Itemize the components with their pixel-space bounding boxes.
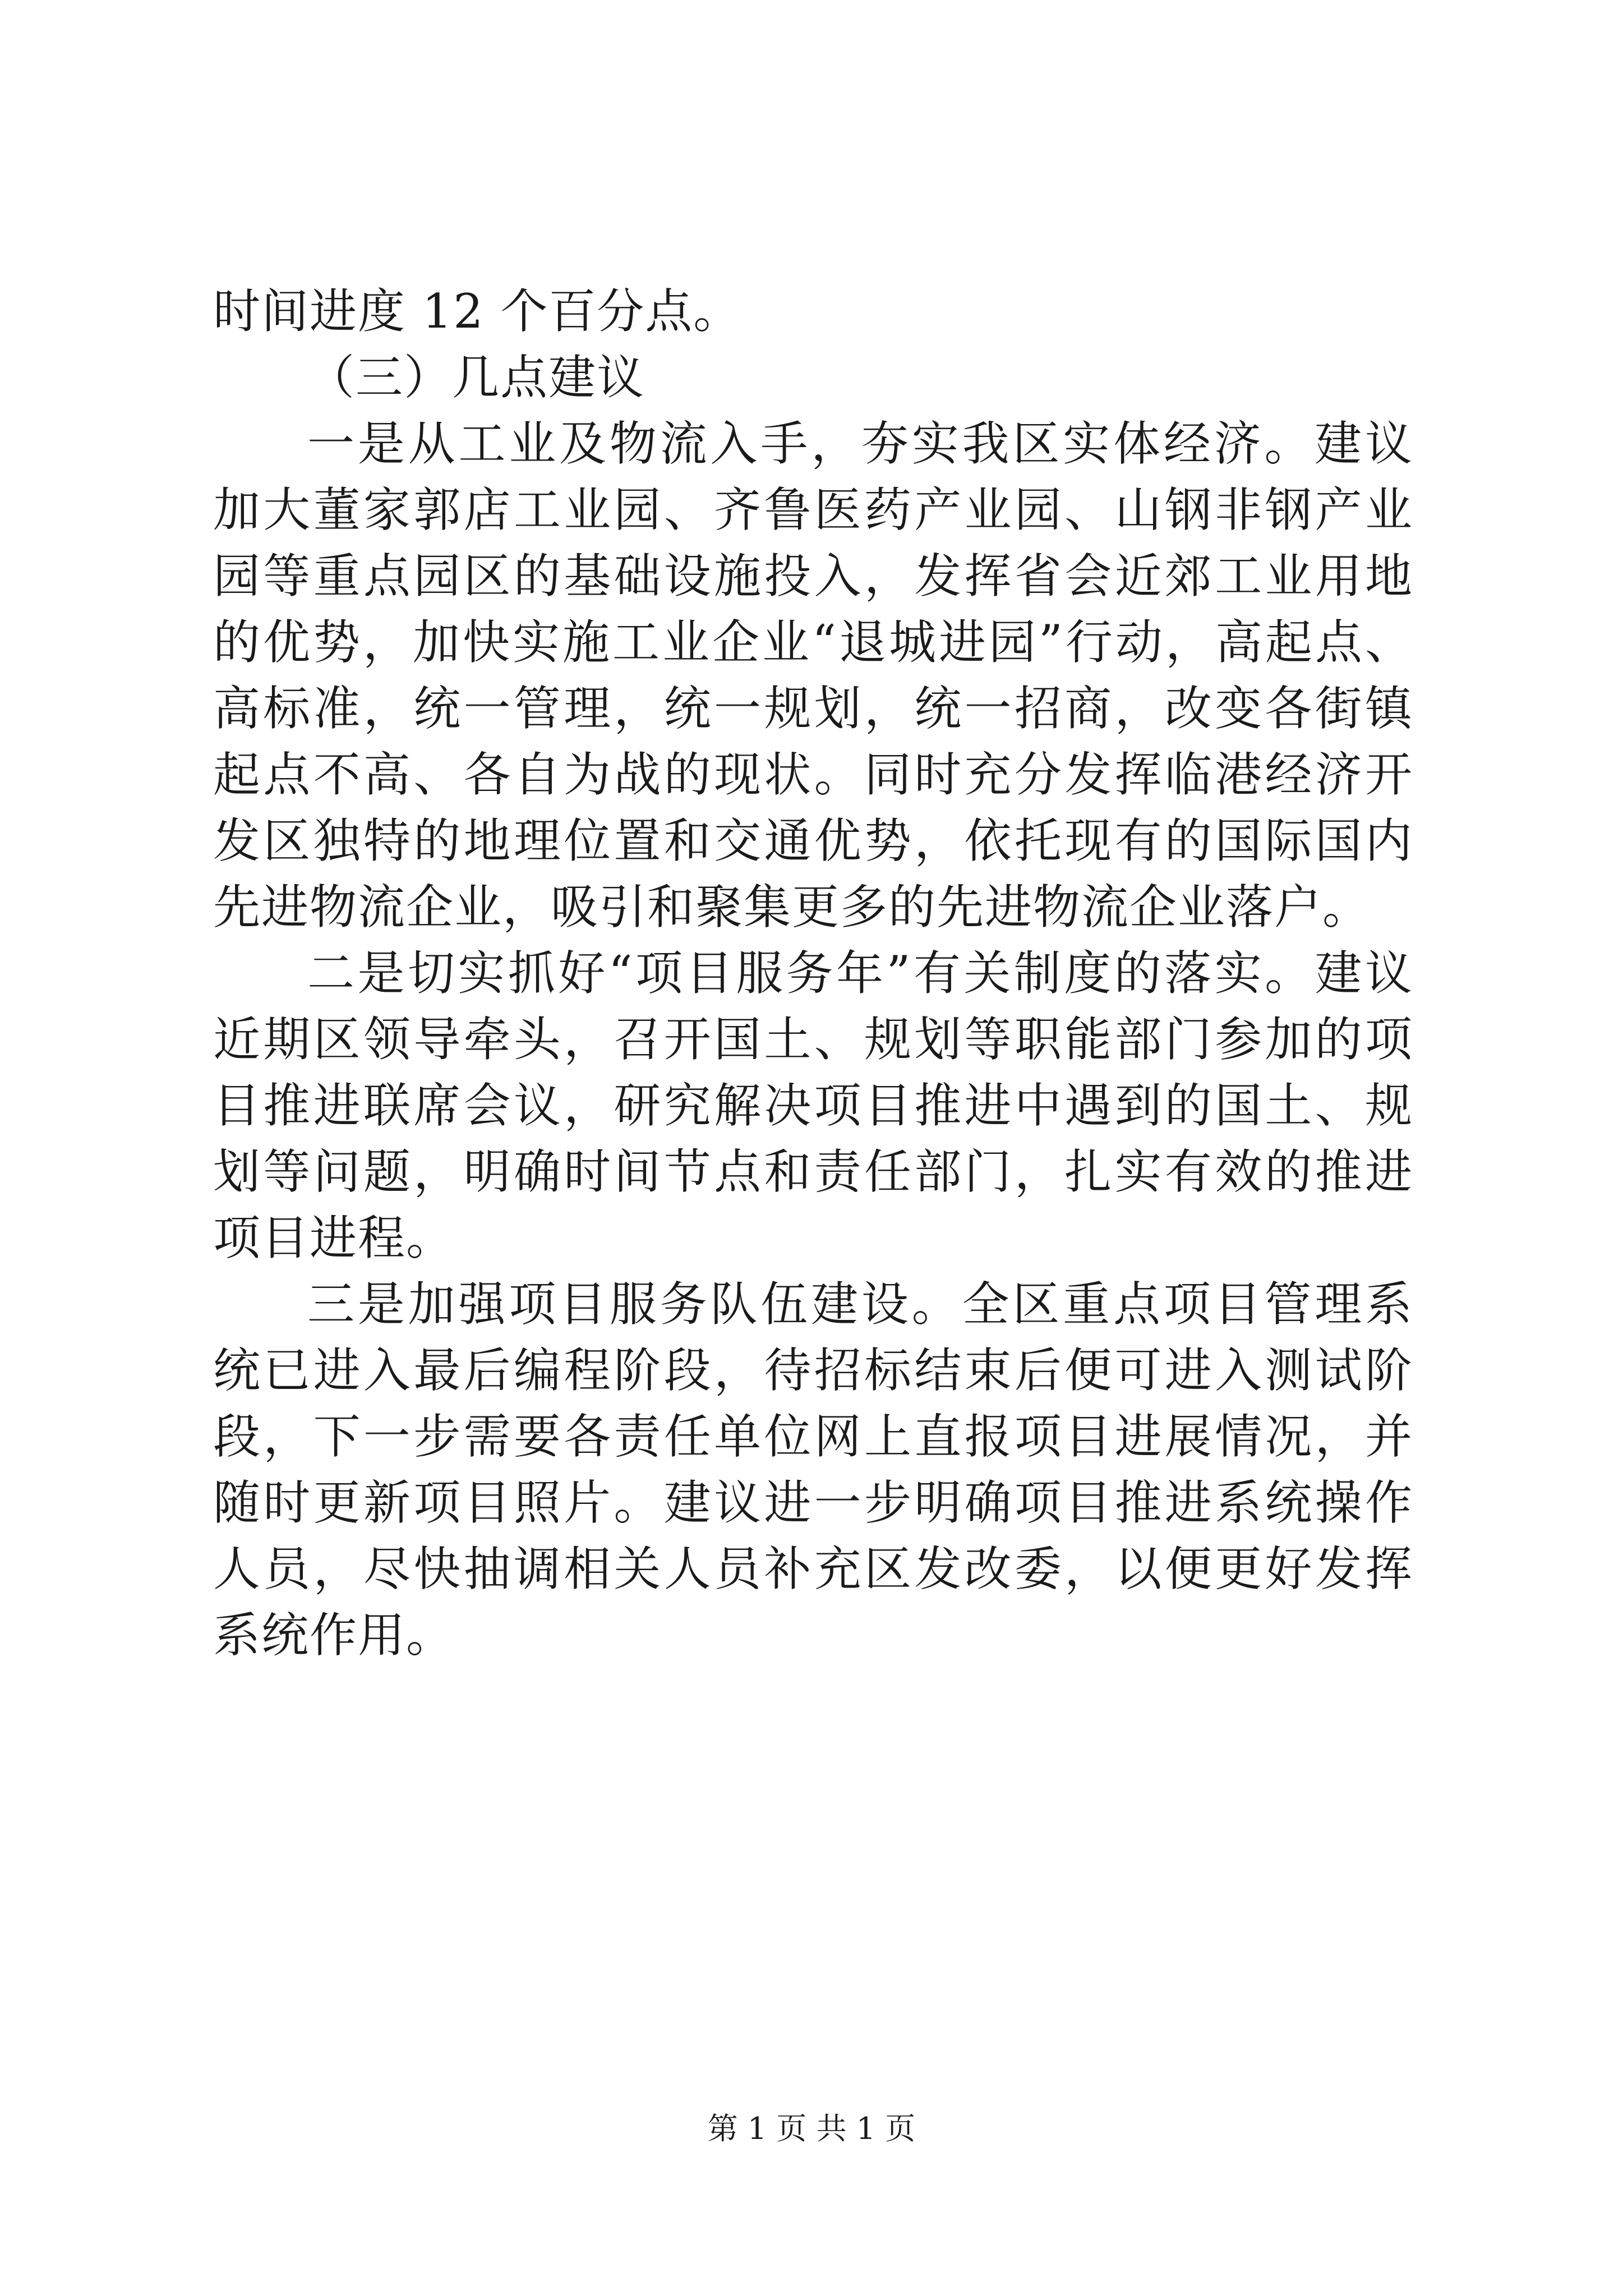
paragraph-suggestion-1: 一是从工业及物流入手，夯实我区实体经济。建议加大董家郭店工业园、齐鲁医药产业园、山钢非钢产业园等重点园区的基础设施投入，发挥省会近郊工业用地的优势，加快实施工业企业“退城进园”行动，高起点、高标准，统一管理，统一规划，统一招商，改变各街镇起点不高、各自为战的现状。同时充分发挥临港经济开发区独特的地理位置和交通优势，依托现有的国际国内先进物流企业，吸引和聚集更多的先进物流企业落户。 [213,416,1413,935]
page-footer [0,2105,1623,2148]
paragraph-suggestion-3: 三是加强项目服务队伍建设。全区重点项目管理系统已进入最后编程阶段，待招标结束后便可进入测试阶段，下一步需要各责任单位网上直报项目进展情况，并随时更新项目照片。建议进一步明确项目推进系统操作人员，尽快抽调相关人员补充区发改委，以便更好发挥系统作用。 [213,1277,1413,1663]
paragraph-suggestion-2: 二是切实抓好“项目服务年”有关制度的落实。建议近期区领导牵头，召开国土、规划等职能部门参加的项目推进联席会议，研究解决项目推进中遇到的国土、规划等问题，明确时间节点和责任部门，扎实有效的推进项目进程。 [213,946,1413,1266]
paragraph-continuation: 时间进度 12 个百分点。 [213,284,742,339]
page-number-label: 第 1 页 共 1 页 [707,2111,916,2146]
document-body [213,278,1413,1668]
section-heading: （三）几点建议 [307,350,645,405]
